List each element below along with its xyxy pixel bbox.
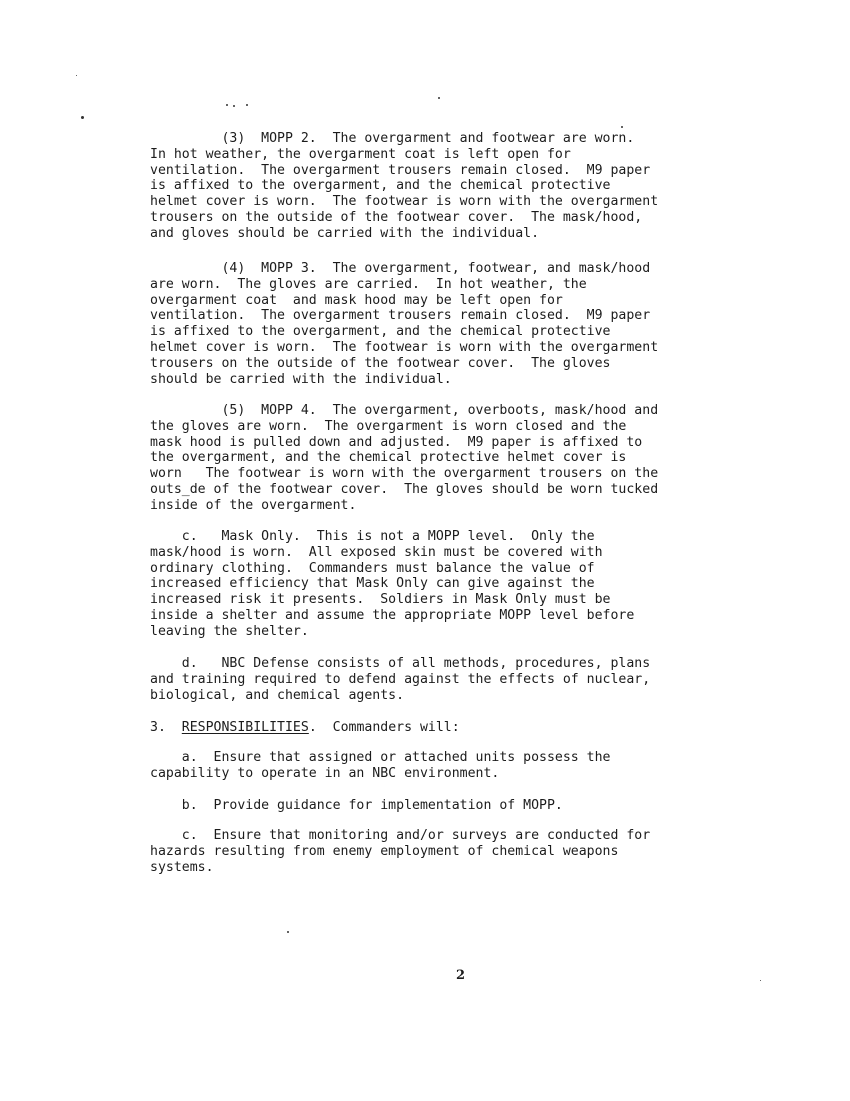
- text-line: ventilation. The overgarment trousers remain closed. M9 paper: [150, 162, 651, 178]
- scan-speck: [438, 97, 440, 99]
- paragraph-mask-only: [150, 529, 770, 640]
- section-title: RESPONSIBILITIES: [181, 720, 309, 735]
- text-line: mask/hood is worn. All exposed skin must be covered with: [150, 544, 603, 560]
- page-number: 2: [456, 968, 466, 983]
- list-item-c: [150, 828, 770, 875]
- section-number: 3.: [150, 720, 166, 735]
- text-line: ordinary clothing. Commanders must balance the value of: [150, 560, 595, 576]
- text-line: c. Mask Only. This is not a MOPP level. Only the: [150, 529, 595, 544]
- scan-speck: [226, 104, 228, 106]
- text-line: is affixed to the overgarment, and the chemical protective: [150, 324, 611, 340]
- scan-speck: [76, 75, 77, 76]
- text-line: should be carried with the individual.: [150, 371, 452, 387]
- text-line: ventilation. The overgarment trousers remain closed. M9 paper: [150, 308, 651, 324]
- scan-speck: [246, 104, 248, 106]
- scan-speck: [233, 105, 235, 107]
- text-line: inside a shelter and assume the appropriate MOPP level before: [150, 607, 635, 623]
- paragraph-mopp2: [150, 131, 770, 242]
- text-line: c. Ensure that monitoring and/or surveys are conducted for: [150, 828, 651, 843]
- paragraph-nbc-defense: [150, 656, 770, 703]
- list-item-b: [150, 798, 770, 814]
- scan-speck: [760, 980, 761, 981]
- section-intro: . Commanders will:: [308, 720, 460, 735]
- list-item-a: [150, 750, 770, 782]
- text-line: increased risk it presents. Soldiers in Mask Only must be: [150, 592, 611, 608]
- text-line: the gloves are worn. The overgarment is worn closed and the: [150, 418, 627, 434]
- text-line: inside of the overgarment.: [150, 497, 357, 513]
- text-line: (3) MOPP 2. The overgarment and footwear are worn.: [150, 131, 635, 146]
- text-line: trousers on the outside of the footwear cover. The gloves: [150, 355, 611, 371]
- text-line: b. Provide guidance for implementation of MOPP.: [150, 798, 563, 813]
- text-line: In hot weather, the overgarment coat is left open for: [150, 146, 571, 162]
- text-line: helmet cover is worn. The footwear is worn with the overgarment: [150, 339, 659, 355]
- text-line: systems.: [150, 859, 214, 875]
- text-line: mask hood is pulled down and adjusted. M9 paper is affixed to: [150, 434, 643, 450]
- text-line: biological, and chemical agents.: [150, 687, 405, 703]
- text-line: are worn. The gloves are carried. In hot weather, the: [150, 276, 587, 292]
- text-line: capability to operate in an NBC environment.: [150, 765, 500, 781]
- text-line: and training required to defend against the effects of nuclear,: [150, 671, 651, 687]
- text-line: worn The footwear is worn with the overgarment trousers on the: [150, 466, 659, 482]
- paragraph-mopp3: [150, 261, 770, 387]
- text-line: (5) MOPP 4. The overgarment, overboots, mask/hood and: [150, 403, 659, 418]
- scan-speck: [621, 126, 623, 128]
- text-line: and gloves should be carried with the individual.: [150, 225, 540, 241]
- text-line: a. Ensure that assigned or attached units possess the: [150, 750, 611, 765]
- text-line: (4) MOPP 3. The overgarment, footwear, and mask/hood: [150, 261, 651, 276]
- text-line: d. NBC Defense consists of all methods, procedures, plans: [150, 656, 651, 671]
- text-line: is affixed to the overgarment, and the chemical protective: [150, 178, 611, 194]
- text-line: trousers on the outside of the footwear cover. The mask/hood,: [150, 209, 643, 225]
- text-line: increased efficiency that Mask Only can give against the: [150, 576, 595, 592]
- paragraph-mopp4: [150, 403, 770, 514]
- text-line: hazards resulting from enemy employment of chemical weapons: [150, 843, 619, 859]
- text-line: outs_de of the footwear cover. The gloves should be worn tucked: [150, 481, 659, 497]
- scan-speck: [81, 116, 84, 119]
- section-heading: [150, 720, 770, 736]
- scan-speck: [287, 931, 289, 933]
- text-line: the overgarment, and the chemical protective helmet cover is: [150, 450, 627, 466]
- text-line: overgarment coat and mask hood may be left open for: [150, 292, 563, 308]
- text-line: leaving the shelter.: [150, 623, 309, 639]
- text-line: helmet cover is worn. The footwear is worn with the overgarment: [150, 194, 659, 210]
